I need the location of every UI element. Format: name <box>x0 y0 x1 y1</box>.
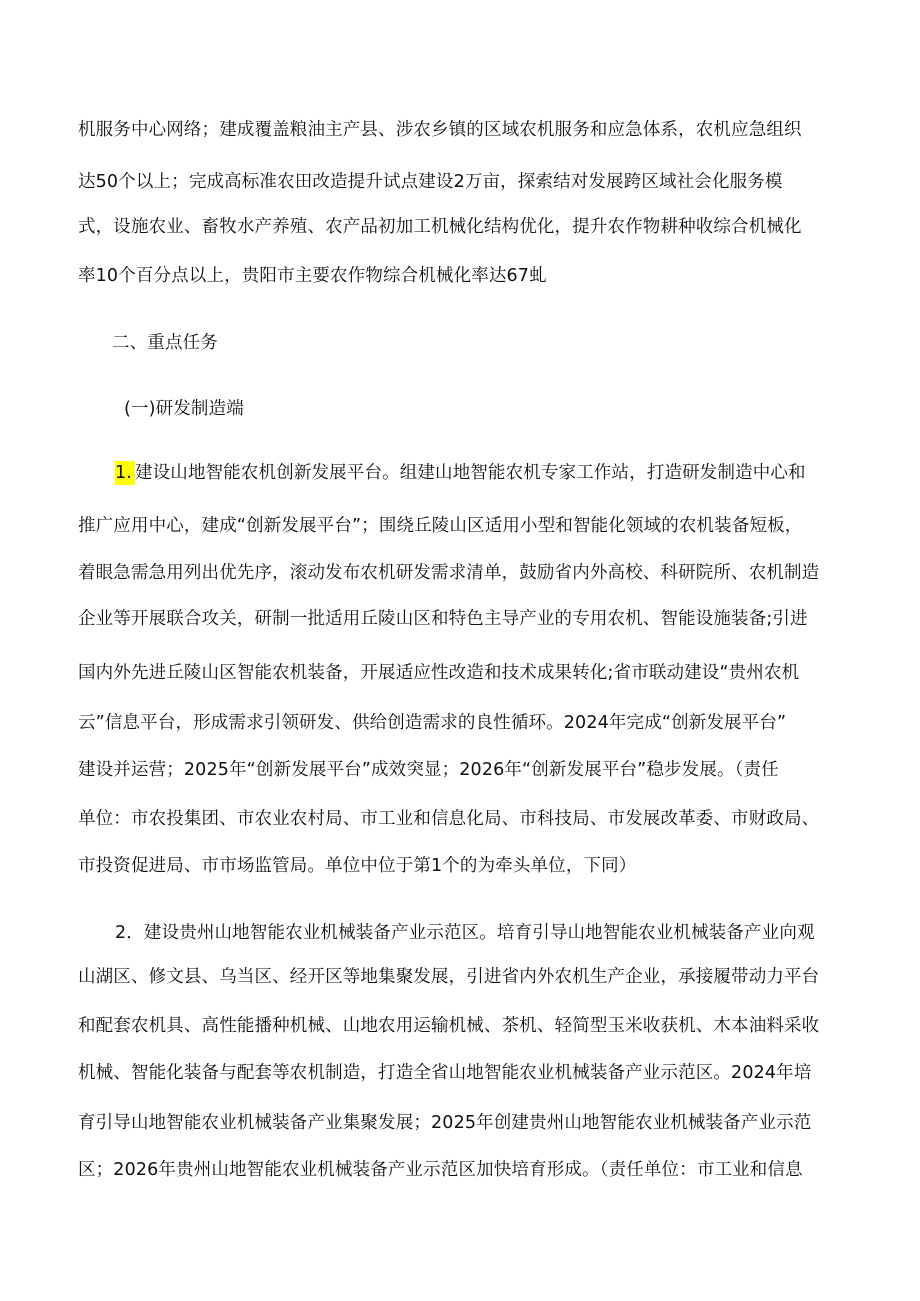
item1-line-4: 企业等开展联合攻关，研制一批适用丘陵山区和特色主导产业的专用农机、智能设施装备;引进 <box>78 609 808 629</box>
intro-line-3: 式，设施农业、畜牧水产养殖、农产品初加工机械化结构优化，提升农作物耕种收综合机械化 <box>78 217 802 237</box>
item2-line-2: 山湖区、修文县、乌当区、经开区等地集聚发展，引进省内外农机生产企业，承接履带动力平台 <box>78 967 820 987</box>
item1-line-6: 云”信息平台，形成需求引领研发、供给创造需求的良性循环。2024年完成“创新发展平台” <box>78 713 787 733</box>
subsection-heading: (一)研发制造端 <box>124 399 244 419</box>
section-heading: 二、重点任务 <box>112 333 218 353</box>
item1-line-7: 建设并运营；2025年“创新发展平台”成效突显；2026年“创新发展平台”稳步发展。（责任 <box>78 760 779 780</box>
item2-line-4: 机械、智能化装备与配套等农机制造，打造全省山地智能农业机械装备产业示范区。2024年培 <box>78 1063 812 1083</box>
item1-line-2: 推广应用中心，建成“创新发展平台”；围绕丘陵山区适用小型和智能化领域的农机装备短板， <box>78 516 803 536</box>
item1-line-9: 市投资促进局、市市场监管局。单位中位于第1个的为牵头单位，下同） <box>78 856 637 876</box>
item1-line-8: 单位：市农投集团、市农业农村局、市工业和信息化局、市科技局、市发展改革委、市财政局、 <box>78 809 820 829</box>
item1-line-5: 国内外先进丘陵山区智能农机装备，开展适应性改造和技术成果转化;省市联动建设“贵州农机 <box>78 663 800 683</box>
item2-line-3: 和配套农机具、高性能播种机械、山地农用运输机械、茶机、轻简型玉米收获机、木本油料采收 <box>78 1016 820 1036</box>
item1-number-highlight: 1. <box>115 461 135 485</box>
intro-line-1: 机服务中心网络；建成覆盖粮油主产县、涉农乡镇的区域农机服务和应急体系，农机应急组织 <box>78 120 802 140</box>
item1-first-line-text: 建设山地智能农机创新发展平台。组建山地智能农机专家工作站，打造研发制造中心和 <box>135 463 806 483</box>
intro-line-2: 达50个以上；完成高标准农田改造提升试点建设2万亩，探索结对发展跨区域社会化服务模 <box>78 172 783 192</box>
item2-line-6: 区；2026年贵州山地智能农业机械装备产业示范区加快培育形成。（责任单位：市工业和信息 <box>78 1160 803 1180</box>
intro-line-4: 率10个百分点以上，贵阳市主要农作物综合机械化率达67虬 <box>78 266 547 286</box>
item1-first-line <box>115 461 885 485</box>
item2-line-5: 育引导山地智能农业机械装备产业集聚发展；2025年创建贵州山地智能农业机械装备产业示范 <box>78 1113 812 1133</box>
item1-line-3: 着眼急需急用列出优先序，滚动发布农机研发需求清单，鼓励省内外高校、科研院所、农机制造 <box>78 563 820 583</box>
item2-line-1: 2．建设贵州山地智能农业机械装备产业示范区。培育引导山地智能农业机械装备产业向观 <box>115 923 815 943</box>
